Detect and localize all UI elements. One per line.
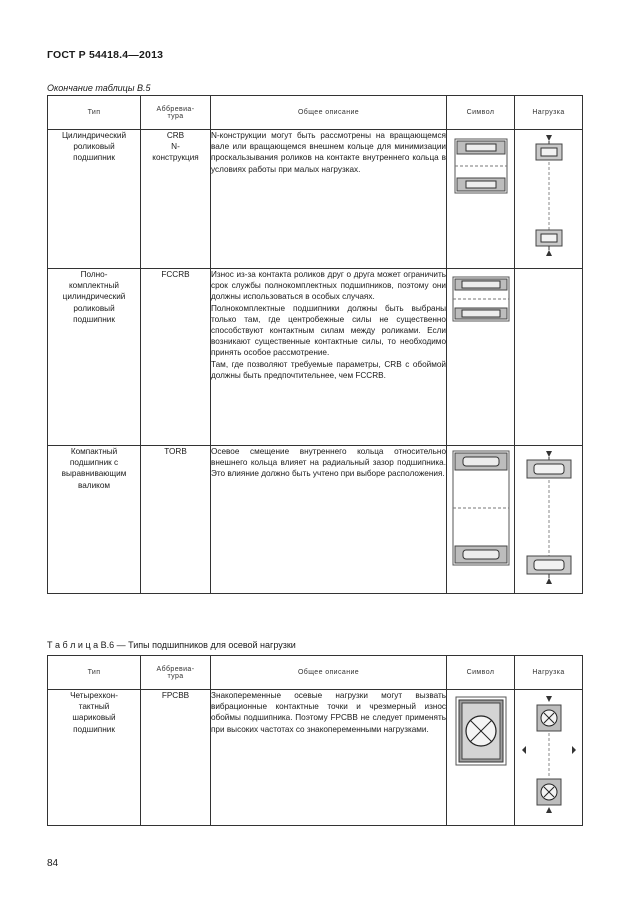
type-line: Четырехкон- [70, 691, 118, 700]
table-header-row [48, 96, 583, 130]
type-line: шариковый [72, 713, 116, 723]
abbr-value: TORB [164, 447, 187, 456]
abbr-value: CRB [166, 131, 185, 140]
abbr-line: Аббревиа- [156, 665, 195, 673]
type-line: Цилиндрический [61, 131, 127, 140]
col-header-desc: Общее описание [211, 96, 447, 130]
type-line: тактный [78, 702, 110, 712]
cell-abbr [141, 446, 211, 594]
radial-load-diagram-icon [529, 132, 569, 264]
cell-load [515, 690, 583, 826]
cell-type [48, 269, 141, 446]
col-header-symbol: Символ [447, 656, 515, 690]
type-line: роликовый [73, 142, 115, 152]
cell-symbol [447, 130, 515, 269]
cell-desc [211, 446, 447, 594]
cell-load [515, 446, 583, 594]
cell-type [48, 690, 141, 826]
abbr-value: N- [171, 142, 180, 152]
type-line: выравнивающим [61, 469, 127, 479]
cell-symbol [447, 690, 515, 826]
cell-symbol [447, 446, 515, 594]
table-b6 [47, 655, 583, 826]
axial-load-diagram-icon [520, 693, 578, 817]
col-header-load: Нагрузка [515, 96, 583, 130]
table-b6-caption: Т а б л и ц а В.6 — Типы подшипников для осевой нагрузки [47, 640, 296, 650]
table-b5-caption: Окончание таблицы В.5 [47, 83, 151, 93]
cylindrical-roller-bearing-icon [453, 136, 509, 196]
type-line: Полно- [80, 270, 108, 279]
abbr-line: Аббревиа- [156, 105, 195, 113]
type-line: подшипник [73, 314, 115, 324]
page-number: 84 [47, 858, 59, 869]
col-header-symbol: Символ [447, 96, 515, 130]
cell-desc [211, 269, 447, 446]
type-line: Компактный [70, 447, 118, 456]
desc-paragraph: Осевое смещение внутреннего кольца относительно внешнего кольца влияет на радиальный зазор подшипника. Это влияние должно быть учтено при выборе расположения. [211, 447, 446, 479]
desc-paragraph: Знакопеременные осевые нагрузки могут вызвать вибрационные контактные точки и чрезмерный износ обоймы подшипника. Поэтому FPCBB не следует применять при высоких частотах со знакопеременными нагрузками. [211, 691, 446, 734]
four-point-contact-ball-bearing-icon [455, 696, 507, 766]
table-row [48, 130, 583, 269]
abbr-value: FPCBB [161, 691, 190, 700]
cell-load [515, 269, 583, 446]
cell-desc [211, 130, 447, 269]
col-header-desc: Общее описание [211, 656, 447, 690]
table-row [48, 690, 583, 826]
type-line: валиком [77, 480, 111, 490]
cell-load [515, 130, 583, 269]
document-standard-header: ГОСТ Р 54418.4—2013 [47, 49, 164, 61]
desc-paragraph: Полнокомплектные подшипники должны быть выбраны только там, где центробежные силы не существенно способствуют контактным силам между роликами. Если возникают существенные контактные силы, то необходимо принять особое рассмотрение. [211, 303, 446, 358]
radial-load-diagram-icon [524, 448, 574, 588]
abbr-line: тура [167, 672, 184, 680]
cell-desc [211, 690, 447, 826]
cell-abbr [141, 269, 211, 446]
desc-paragraph: Износ из-за контакта роликов друг о друга может ограничить срок службы полнокомплектных подшипников, поэтому они должны использоваться в особых случаях. [211, 270, 446, 302]
cell-abbr [141, 130, 211, 269]
desc-paragraph: Там, где позволяют требуемые параметры, CRB с обоймой должны быть предпочтительнее, чем FCCRB. [211, 359, 446, 380]
desc-paragraph: N-конструкции могут быть рассмотрены на вращающемся вале или вращающемся внешнем кольце для минимизации проскальзывания роликов на контакте внутреннего кольца в условиях работы при малых нагрузках. [211, 131, 446, 174]
abbr-line: тура [167, 112, 184, 120]
col-header-abbr [141, 96, 211, 130]
full-complement-roller-bearing-icon [452, 276, 510, 322]
table-row [48, 446, 583, 594]
abbr-value: конструкция [152, 153, 199, 163]
col-header-type: Тип [48, 96, 141, 130]
cell-symbol [447, 269, 515, 446]
table-b5 [47, 95, 583, 594]
col-header-type: Тип [48, 656, 141, 690]
type-line: комплектный [68, 281, 120, 291]
table-header-row [48, 656, 583, 690]
abbr-value: FCCRB [161, 270, 190, 279]
cell-type [48, 130, 141, 269]
toroidal-roller-bearing-icon [452, 450, 510, 566]
col-header-load: Нагрузка [515, 656, 583, 690]
cell-type [48, 446, 141, 594]
cell-abbr [141, 690, 211, 826]
type-line: цилиндрический [62, 292, 126, 302]
type-line: роликовый [73, 303, 115, 313]
type-line: подшипник [73, 724, 115, 734]
col-header-abbr [141, 656, 211, 690]
table-row [48, 269, 583, 446]
type-line: подшипник с [69, 458, 119, 468]
type-line: подшипник [73, 153, 115, 163]
